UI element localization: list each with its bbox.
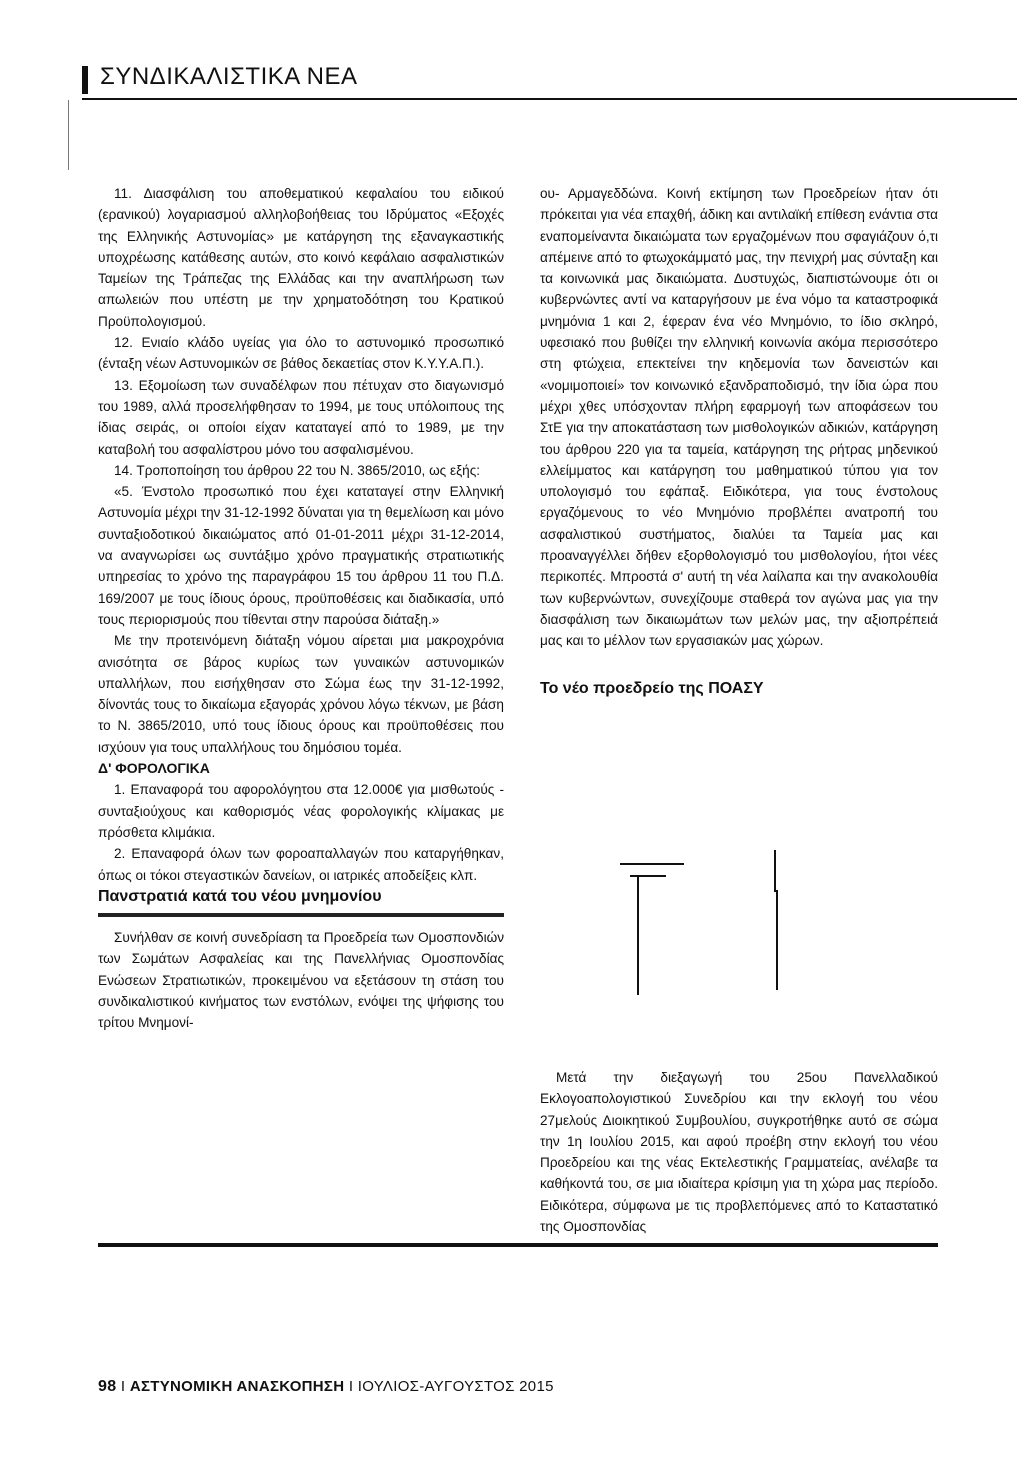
page-footer [98, 1378, 554, 1396]
demand-12: 12. Ενιαίο κλάδο υγείας για όλο το αστυνομικό προσωπικό (ένταξη νέων Αστυνομικών σε βάθος δεκαετίας στον Κ.Υ.Υ.Α.Π.). [98, 335, 504, 372]
page-header [82, 60, 1017, 100]
header-rule [82, 98, 1017, 100]
demand-14-quote: «5. Ένστολο προσωπικό που έχει καταταγεί στην Ελληνική Αστυνομία μέχρι την 31-12-1992 δύναται για τη θεμελίωση και μόνο συνταξιοδοτικού δικαιώματος από 01-01-2011 μέχρι 31-12-2014, να αναγνωρίσει ως συντάξιμο χρόνο πραγματικής στρατιωτικής υπηρεσίας το χρόνο της παραγράφου 15 του άρθρου 11 του Π.Δ. 169/2007 με τους ίδιους όρους, προϋποθέσεις και διαδικασία, υπό τους περιορισμούς που τίθενται στην παρούσα διάταξη.» [98, 484, 504, 627]
proposal-paragraph: Με την προτεινόμενη διάταξη νόμου αίρεται μια μακροχρόνια ανισότητα σε βάρος κυρίως των γυναικών αστυνομικών υπαλλήλων, που εισήχθησαν στο Σώμα έως την 31-12-1992, δίνοντάς τους το δικαίωμα εξαγοράς χρόνου λόγω τέκνων, με βάση το Ν. 3865/2010, υπό τους ίδιους όρους και προϋποθέσεις που ισχύουν για τους υπαλλήλους του δημόσιου τομέα. [98, 633, 504, 755]
right-column [540, 183, 938, 699]
left-column [98, 183, 504, 1034]
vertical-divider [68, 100, 69, 170]
tax-heading: Δ' ΦΟΡΟΛΟΓΙΚΑ [98, 760, 210, 777]
article-section-title: Πανστρατιά κατά του νέου μνημονίου [98, 887, 382, 905]
tax-item-2: 2. Επαναφορά όλων των φοροαπαλλαγών που καταργήθηκαν, όπως οι τόκοι στεγαστικών δανείων, οι ιατρικές αποδείξεις κλπ. [98, 846, 504, 883]
footer-separator: I [348, 1378, 354, 1395]
photo-heading: Το νέο προεδρείο της ΠΟΑΣΥ [540, 679, 764, 697]
section-header-title: ΣΥΝΔΙΚΑΛΙΣΤΙΚΑ ΝΕΑ [100, 63, 358, 90]
photo-placeholder [540, 830, 938, 1040]
bottom-rule [98, 1243, 938, 1247]
header-bar [82, 66, 88, 94]
demand-11: 11. Διασφάλιση του αποθεματικού κεφαλαίου του ειδικού (ερανικού) λογαριασμού αλληλοβοήθειας του Ιδρύματος «Εξοχές της Ελληνικής Αστυνομίας» με κατάργηση της εξαναγκαστικής υποχρέωσης κατάθεσης αυτών, στο κοινό κεφάλαιο ασφαλιστικών Ταμείων της Τράπεζας της Ελλάδας και την αναπλήρωση των απωλειών που υπέστη με την χρηματοδότηση του Κρατικού Προϋπολογισμού. [98, 186, 504, 329]
demand-14: 14. Τροποποίηση του άρθρου 22 του Ν. 3865/2010, ως εξής: [114, 462, 481, 478]
tax-item-1: 1. Επαναφορά του αφορολόγητου στα 12.000€ για μισθωτούς - συνταξιούχους και καθορισμός νέας φορολογικής κλίμακας με πρόσθετα κλιμάκια. [98, 782, 504, 840]
issue-date: ΙΟΥΛΙΟΣ-ΑΥΓΟΥΣΤΟΣ 2015 [357, 1378, 554, 1395]
section-rule [98, 913, 504, 917]
magazine-name: ΑΣΤΥΝΟΜΙΚΗ ΑΝΑΣΚΟΠΗΣΗ [129, 1378, 345, 1395]
page-number: 98 [98, 1378, 117, 1395]
continued-paragraph: ου- Αρμαγεδδώνα. Κοινή εκτίμηση των Προεδρείων ήταν ότι πρόκειται για νέα επαχθή, άδικη και αντιλαϊκή επίθεση ενάντια στα εναπομείναντα δικαιώματα των εργαζομένων που σφαγιάζουν ό,τι απέμεινε από το φτωχοκάμματό μας, την πενιχρή μας σύνταξη και τα κοινωνικά μας δικαιώματα. Δυστυχώς, διαπιστώνουμε ότι οι κυβερνώντες αντί να καταργήσουν με ένα νόμο τα καταστροφικά μνημόνια 1 και 2, έφεραν ένα νέο Μνημόνιο, το ίδιο σκληρό, υφεσιακό που βυθίζει την ελληνική κοινωνία ακόμα περισσότερο στη φτώχεια, επεκτείνει την κηδεμονία των δανειστών και «νομιμοποιεί» τον κοινωνικό εξανδραποδισμό, την ίδια ώρα που μέχρι χθες υπόσχονταν πλήρη εφαρμογή των αποφάσεων του ΣτΕ για την αποκατάσταση των μισθολογικών αδικιών, κατάργηση του άρθρου 220 για τα ταμεία, κατάργηση της ρήτρας μηδενικού ελλείμματος και κατάργηση του μαθηματικού τύπου για τον υπολογισμό του εφάπαξ. Ειδικότερα, για τους ένστολους εργαζόμενους το νέο Μνημόνιο προβλέπει ανατροπή του ασφαλιστικού συστήματος, διαλύει τα Ταμεία μας και προαναγγέλλει δήθεν εξορθολογισμό του μισθολογίου, ήτοι νέες περικοπές. Μπροστά σ' αυτή τη νέα λαίλαπα και την ανακολουθία των κυβερνώντων, συνεχίζουμε σταθερά τον αγώνα μας για την διασφάλιση των δικαιωμάτων των μελών μας, την αξιοπρέπειά μας και το μέλλον των εργασιακών μας χώρων. [540, 186, 938, 649]
photo-caption [540, 1067, 938, 1237]
caption-text: Μετά την διεξαγωγή του 25ου Πανελλαδικού Εκλογοαπολογιστικού Συνεδρίου και την εκλογή του νέου 27μελούς Διοικητικού Συμβουλίου, συγκροτήθηκε αυτό σε σώμα την 1η Ιουλίου 2015, και αφού προέβη στην εκλογή του νέου Προεδρείου και της νέας Εκτελεστικής Γραμματείας, ανέλαβε τα καθήκοντά του, σε μια ιδιαίτερα κρίσιμη για τη χώρα μας περίοδο. Ειδικότερα, σύμφωνα με τις προβλεπόμενες από το Καταστατικό της Ομοσπονδίας [540, 1070, 938, 1235]
footer-separator: I [120, 1378, 126, 1395]
demand-13: 13. Εξομοίωση των συναδέλφων που πέτυχαν στο διαγωνισμό του 1989, αλλά προσελήφθησαν το 1994, με τους υπόλοιπους της ίδιας σειράς, οι οποίοι είχαν καταταγεί από το 1989, με την καταβολή του ασφαλίστρου μόνο του ασφαλισμένου. [98, 377, 504, 457]
section-paragraph: Συνήλθαν σε κοινή συνεδρίαση τα Προεδρεία των Ομοσπονδιών των Σωμάτων Ασφαλείας και της Πανελλήνιας Ομοσπονδίας Ενώσεων Στρατιωτικών, προκειμένου να εξετάσουν τη στάση του συνδικαλιστικού κινήματος των ενστόλων, ενόψει της ψήφισης του τρίτου Μνημονί- [98, 930, 504, 1031]
